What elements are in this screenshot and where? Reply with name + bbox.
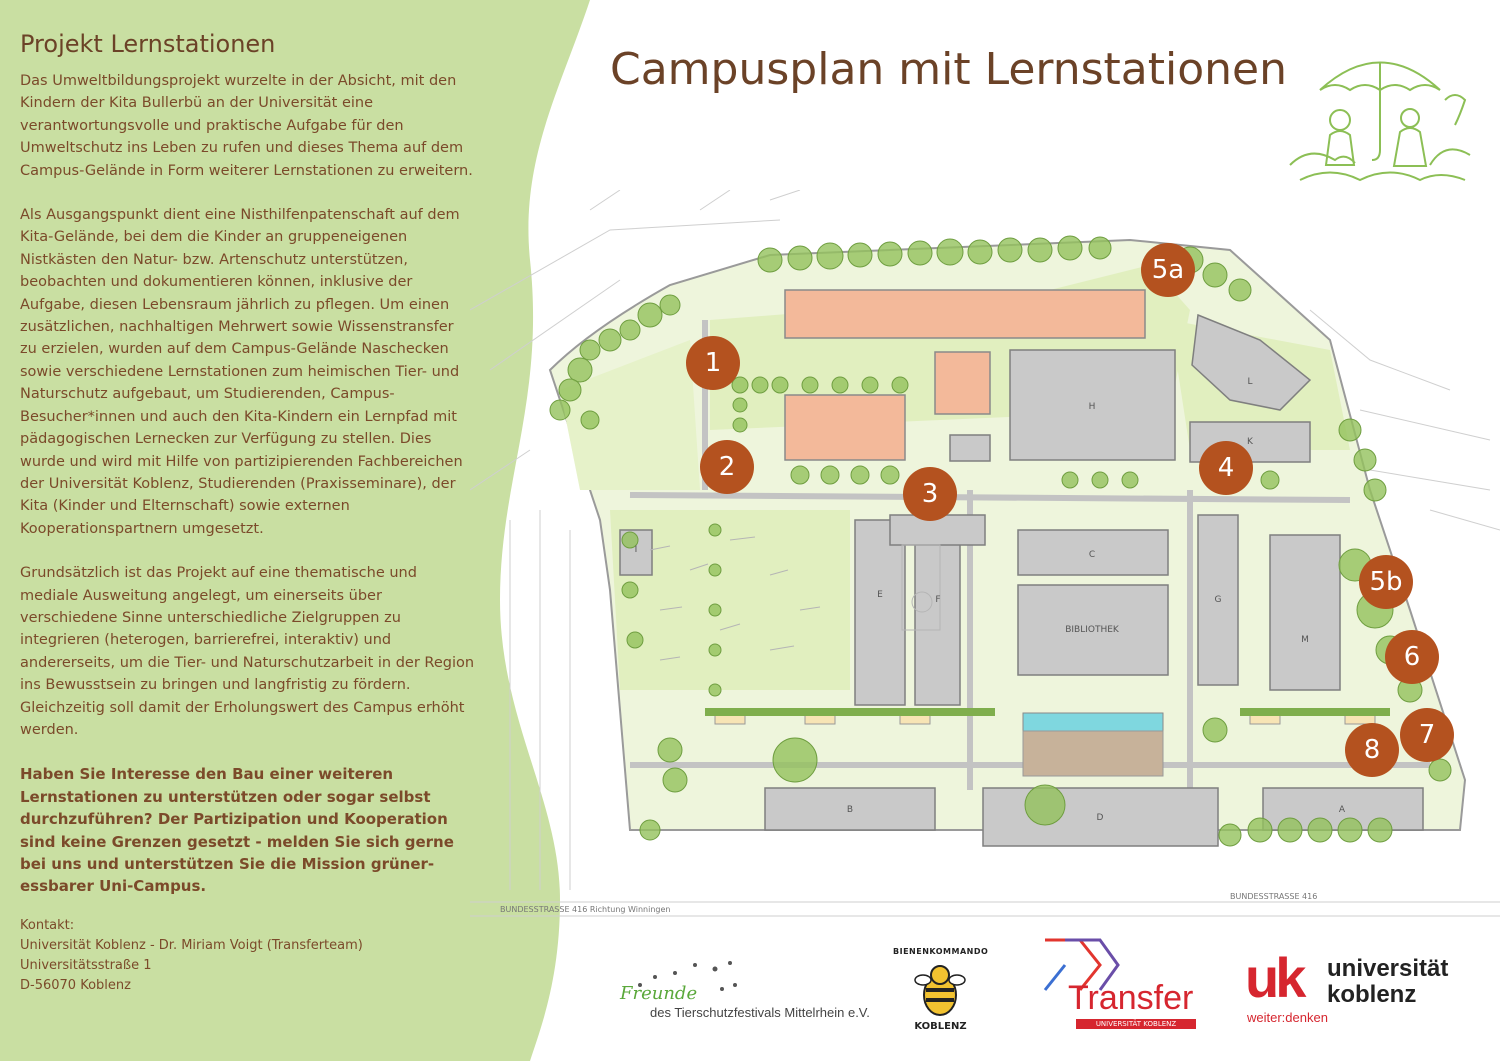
campus-map [470, 190, 1500, 930]
freunde-sub-text: des Tierschutzfestivals Mittelrhein e.V. [650, 1005, 870, 1020]
uk-tagline: weiter:denken [1247, 1010, 1328, 1025]
station-3[interactable] [903, 467, 957, 521]
station-label: 3 [921, 479, 939, 509]
logo-universitaet-koblenz[interactable] [1245, 946, 1485, 1030]
page-title: Campusplan mit Lernstationen [610, 44, 1287, 95]
sidebar-paragraph-3: Grundsätzlich ist das Projekt auf eine thematische und mediale Ausweitung angelegt, um einerseits über verschiedene Sinne unterschiedliche Zielgruppen zu integrieren (heterogen, barrierefrei, interaktiv) und andererseits, um die Tier- und Naturschutzarbeit in der Region ins Bewusstsein zu bringen und langfristig zu fördern. Gleichzeitig soll damit der Erholungswert des Campus erhöht werden. [20, 565, 475, 738]
building-label-bibliothek: BIBLIOTHEK [1065, 625, 1119, 635]
station-4[interactable] [1199, 441, 1253, 495]
sidebar [20, 30, 475, 996]
station-label: 8 [1363, 735, 1381, 765]
sidebar-title: Projekt Lernstationen [20, 30, 276, 58]
building-label-i: I [634, 545, 638, 555]
uk-line-1: universität [1327, 955, 1449, 982]
water-feature [1023, 713, 1163, 731]
building-label-m: M [1301, 635, 1309, 645]
contact-block [20, 916, 475, 996]
building-label-d: D [1096, 813, 1104, 823]
transfer-main-text: Transfer [1068, 979, 1194, 1017]
station-7[interactable] [1400, 708, 1454, 762]
station-label: 7 [1418, 720, 1436, 750]
contact-label: Kontakt: [20, 917, 75, 933]
logo-transfer[interactable] [1040, 935, 1205, 1030]
building-label-c: C [1088, 550, 1096, 560]
call-to-action: Haben Sie Interesse den Bau einer weiteren Lernstationen zu unterstützen oder sogar selbst durchzuführen? Der Partizipation und Kooperation sind keine Grenzen gesetzt - melden Sie sich gerne bei uns und unterstützen Sie die Mission grüner-essbarer Uni-Campus. [20, 765, 454, 896]
building-label-f: F [935, 595, 941, 605]
station-label: 5a [1151, 255, 1185, 285]
building-label-l: L [1247, 377, 1253, 387]
contact-line-3: D-56070 Koblenz [20, 977, 131, 993]
station-2[interactable] [700, 440, 754, 494]
logo-freunde-tierschutzfestival[interactable] [610, 955, 870, 1025]
station-5b[interactable] [1359, 555, 1413, 609]
station-8[interactable] [1345, 723, 1399, 777]
road-label-left: BUNDESSTRASSE 416 Richtung Winningen [500, 905, 671, 914]
station-6[interactable] [1385, 630, 1439, 684]
building-label-e: E [877, 590, 883, 600]
station-5a[interactable] [1141, 243, 1195, 297]
uk-mark: uk [1245, 946, 1303, 1009]
sidebar-paragraph-1: Das Umweltbildungsprojekt wurzelte in der Absicht, mit den Kindern der Kita Bullerbü an der Universität eine verantwortungsvolle und praktische Aufgabe für den Umweltschutz ins Leben zu rufen und dieses Thema auf dem Campus-Gelände in Form weiterer Lernstationen zu erweitern. [20, 73, 473, 179]
bienen-top-text: BIENENKOMMANDO [893, 947, 989, 956]
station-label: 5b [1369, 567, 1403, 597]
building-label-g: G [1214, 595, 1222, 605]
building-label-b: B [846, 805, 854, 815]
logo-bienenkommando[interactable] [893, 945, 988, 1035]
umbrella-animals-illustration-icon [1280, 40, 1480, 190]
freunde-script-text: Freunde [620, 983, 698, 1004]
bienen-bottom-text: KOBLENZ [914, 1021, 967, 1032]
station-label: 6 [1403, 642, 1421, 672]
station-label: 1 [704, 348, 722, 378]
station-label: 2 [718, 452, 736, 482]
station-1[interactable] [686, 336, 740, 390]
building-label-a: A [1338, 805, 1346, 815]
building-label-h: H [1088, 402, 1096, 412]
uk-line-2: koblenz [1327, 981, 1417, 1008]
contact-line-1: Universität Koblenz - Dr. Miriam Voigt (Transferteam) [20, 937, 363, 953]
sidebar-paragraph-2: Als Ausgangspunkt dient eine Nisthilfenpatenschaft auf dem Kita-Gelände, bei dem die Kinder an gruppeneigenen Nistkästen den Natur- bzw. Artenschutz unterstützen, beobachten und dokumentieren können, inklusive der Aufgabe, diesen Lebensraum jährlich zu pflegen. Um einen zusätzlichen, nachhaltigen Mehrwert sowie Wissenstransfer zu erzielen, wurden auf dem Campus-Gelände Naschecken sowie verschiedene Lernstationen zum heimischen Tier- und Naturschutz aufgebaut, um Studierenden, Campus-Besucher*innen und auch den Kita-Kindern ein Lernpfad mit pädagogischen Lernecken zur Verfügung zu stellen. Dies wurde und wird mit Hilfe von partizipierenden Fachbereichen der Universität Koblenz, Studierenden (Praxisseminare), der Kita (Kinder und Elternschaft) sowie externen Kooperationspartnern umgesetzt. [20, 207, 463, 537]
road-label-right: BUNDESSTRASSE 416 [1230, 892, 1318, 901]
station-label: 4 [1217, 453, 1235, 483]
contact-line-2: Universitätsstraße 1 [20, 957, 152, 973]
transfer-sub-text: UNIVERSITÄT KOBLENZ [1076, 1019, 1196, 1029]
building-label-k: K [1247, 437, 1253, 447]
